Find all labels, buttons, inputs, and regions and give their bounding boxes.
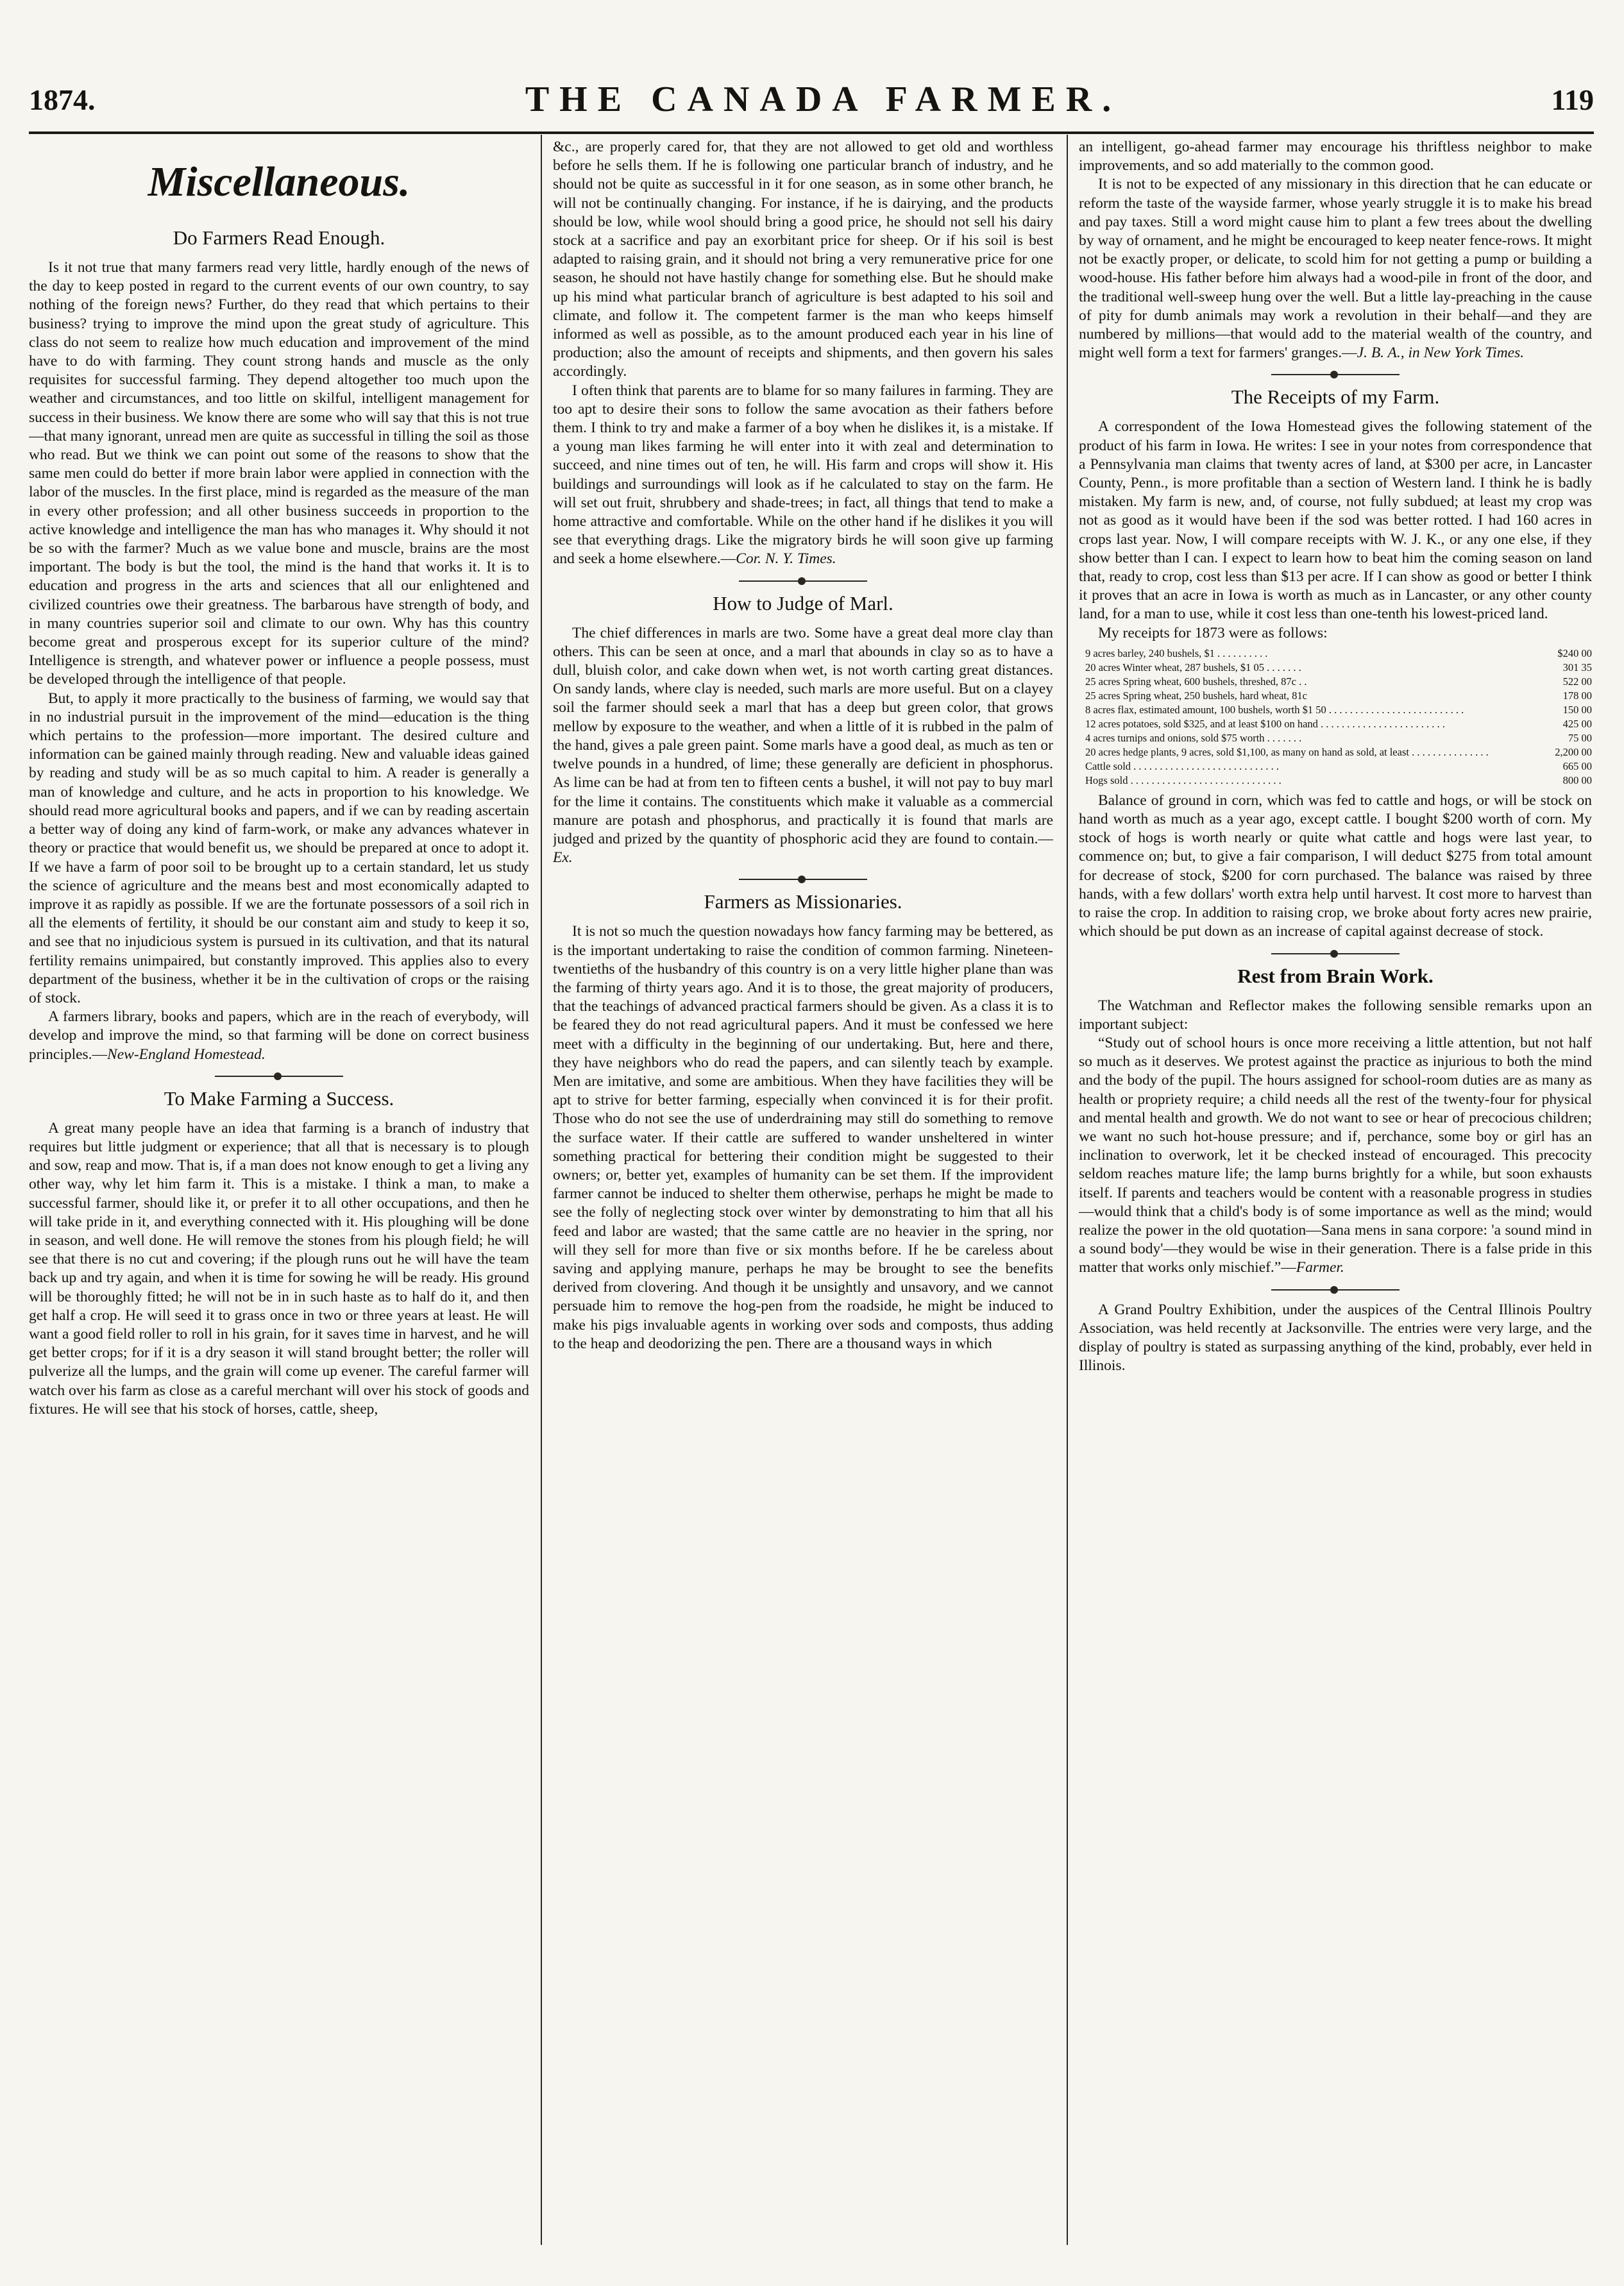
article-divider bbox=[1271, 374, 1400, 375]
section-title: Miscellaneous. bbox=[148, 158, 410, 205]
article-heading-receipts: The Receipts of my Farm. bbox=[1231, 385, 1440, 409]
article-divider bbox=[1271, 1289, 1400, 1291]
article-divider bbox=[739, 580, 867, 582]
receipt-row bbox=[1085, 759, 1592, 774]
receipt-row bbox=[1085, 675, 1592, 689]
receipt-item: 25 acres Spring wheat, 600 bushels, threshed, 87c . . bbox=[1085, 675, 1307, 688]
article-source: Cor. N. Y. Times. bbox=[736, 550, 836, 568]
paragraph-text: The chief differences in marls are two. Some have a great deal more clay than others. This can be seen at once, and a marl that abounds in clay so as to have a dull, bluish color, and cake down when wet, is not worth carting great distances. On sandy lands, where clay is needed, such marls are more useful. But on a clayey soil the farmer should seek a marl that has a deep but green color, that grows mellow by exposure to the weather, and when a little of it is rubbed in the palm of the hand, gives a pale green paint. Some marls have a good deal, as much as ten or twelve pounds in a hundred, of lime; these generally are deficient in phosphorus. As lime can be had at from ten to fifteen cents a bushel, it will not pay to buy marl for the lime it contains. The constituents which make it valuable as a commercial manure are potash and phosphorus, and practically it is found that marls are judged and prized by the quantity of phosphoric acid they are found to contain.— bbox=[553, 624, 1053, 847]
column-1 bbox=[29, 138, 529, 2245]
article-paragraph: But, to apply it more practically to the business of farming, we would say that in no industrial pursuit in the improvement of the mind—education is the thing which pertains to the profession—more important. The desired culture and information can be gained mainly through reading. New and valuable ideas gained by reading and study will be as so much capital to him. A reader is generally a man of knowledge and culture, and he acts in proportion to his knowledge. We should read more agricultural books and papers, and if we can by reading ascertain a better way of doing any kind of farm-work, or make any advances whatever in theory or practice that would benefit us, we should be prepared at once to adopt it. If we have a farm of poor soil to be brought up to a certain standard, let us study the science of agriculture and the means best and most economically adapted to improve it as rapidly as possible. If we are the fortunate possessors of a soil rich in all the elements of fertility, it should be our constant aim and study to keep it so, and see that no injudicious system is pursued in its cultivation, and that its natural fertility remains unimpaired, but constantly improved. This applies also to every department of the business, whether it be in the cultivation of crops or the raising of stock. bbox=[29, 690, 529, 1006]
receipt-amount: 800 00 bbox=[1562, 774, 1592, 786]
column-rule bbox=[541, 135, 542, 2245]
receipt-amount: 425 00 bbox=[1562, 717, 1592, 730]
receipt-row bbox=[1085, 774, 1592, 788]
article-heading-brain-work: Rest from Brain Work. bbox=[1237, 964, 1434, 987]
receipt-item: 9 acres barley, 240 bushels, $1 . . . . . . . . . . bbox=[1085, 647, 1268, 659]
masthead-title: THE CANADA FARMER. bbox=[525, 80, 1122, 119]
paragraph-text: I often think that parents are to blame for so many failures in farming. They are too apt to desire their sons to follow the same avocation as their fathers before them. I think to try and make a farmer of a boy when he dislikes it, is a mistake. If a young man likes farming he will enter into it with zeal and determination to succeed, and nine times out of ten, he will. His farm and crops will show it. His buildings and surroundings will look as if he calculated to stay on the farm. He will set out fruit, shrubbery and shade-trees; in fact, all things that tend to make a home attractive and comfortable. While on the other hand if he dislikes it you will see that everything drags. Like the migratory birds he will soon give up farming and seek a home elsewhere.— bbox=[553, 382, 1053, 568]
masthead bbox=[29, 71, 1594, 128]
receipt-item: 20 acres Winter wheat, 287 bushels, $1 05 . . . . . . . bbox=[1085, 661, 1301, 673]
article-paragraph: A great many people have an idea that farming is a branch of industry that requires but little judgment or experience; that all that is necessary is to plough and sow, reap and mow. That is, if a man does not know enough to get a living any other way, why let him farm it. This is a mistake. I think a man, to make a successful farmer, should like it, or prefer it to all other occupations, and then he will take pride in it, and everything connected with it. His ploughing will be done in season, and well done. He will remove the stones from his plough field; he will see that there is no cut and covering; if the plough runs out he will have the team back up and try again, and when it is time for sowing he will be ready. His ground will be thoroughly fitted; he will not be in in such haste as to half do it, and then get half a crop. He will seed it to grass once in two or three years at least. He will want a good field roller to roll in his grain, for it saves time in harvest, and he will get better crops; for if it is a dry season it will stand brought better; the roller will pulverize all the lumps, and the grain will come up evener. The careful farmer will watch over his farm as close as a careful merchant will over his stock of goods and fixtures. He will see that his stock of horses, cattle, sheep, bbox=[29, 1119, 529, 1418]
column-3 bbox=[1079, 138, 1592, 2245]
article-paragraph bbox=[29, 1008, 529, 1064]
article-paragraph-poultry: A Grand Poultry Exhibition, under the auspices of the Central Illinois Poultry Association, was held recently at Jacksonville. The entries were very large, and the display of poultry is stated as surpassing anything of the kind, probably, ever held in Illinois. bbox=[1079, 1301, 1592, 1375]
receipt-item: Hogs sold . . . . . . . . . . . . . . . . . . . . . . . . . . . . . bbox=[1085, 774, 1281, 786]
receipt-amount: $240 00 bbox=[1557, 647, 1592, 659]
article-divider bbox=[1271, 953, 1400, 954]
article-paragraph: It is not so much the question nowadays how fancy farming may be bettered, as is the important undertaking to raise the condition of common farming. Nineteen-twentieths of the husbandry of this country is on a very little higher plane than was the farming of thirty years ago. And it is to those, the great majority of producers, that the teachings of advanced practical farmers should be given. As a class it is to be feared they do not read agricultural papers. And it must be confessed we here meet with a difficulty in the beginning of our undertaking. But, here and there, they have neighbors who do read the papers, and can silently teach by example. Men are imitative, and some are ambitious. When they have facilities they will be apt to strive for better farming, especially when convinced it is for their profit. Those who do not see the use of underdraining may still do something to remove the surface water. If their cattle are suffered to wander unsheltered in winter something practical for bettering their condition might be suggested to their owners; or, better yet, examples of humanity can be set them. If the improvident farmer cannot be induced to shelter them otherwise, perhaps he might be made to see the folly of neglecting stock over winter by demonstrating to him that all his feed and labor are wasted; that the same cattle are no heavier in the spring, nor will they sell for more than five or six months before. If he be careless about saving and applying manure, perhaps he may be brought to see the benefits derived from clovering. And though it be unsightly and unsavory, and we cannot persuade him to remove the hog-pen from the roadside, he might be induced to make his pigs invaluable agents in working over sods and composts, thus adding to the heap and deodorizing the pen. There are a thousand ways in which bbox=[553, 923, 1053, 1352]
receipt-item: Cattle sold . . . . . . . . . . . . . . . . . . . . . . . . . . . . bbox=[1085, 759, 1280, 772]
receipt-amount: 150 00 bbox=[1562, 703, 1592, 716]
column-rule bbox=[1067, 135, 1068, 2245]
article-paragraph: Is it not true that many farmers read very little, hardly enough of the news of the day to keep posted in regard to the current events of our own country, to say nothing of the foreign news? Further, do they read that which pertains to their business? trying to improve the mind upon the great study of agriculture. This class do not seem to realize how much education and improvement of the mind have to do with farming. They count strong hands and muscle as the only requisites for successful farming. They depend altogether too much upon the weather and circumstances, and too little on skilful, intelligent management for success in their business. We know there are some who will say that this is not true—that many ignorant, unread men are quite as successful in tilling the soil as those who read. But we think we can point out some of the reasons to show that the same men could do better if more brain labor were applied in connection with the labor of the muscles. In the first place, mind is regarded as the measure of the man in every other profession; and all other business succeeds in proportion to the active knowledge and intelligence the man has who manages it. Why should it not be so with the farmer? Much as we value bone and muscle, brains are the most important. The body is but the tool, the mind is the hand that works it. It is to education and progress in the arts and sciences that all our enlightened and civilized countries owe their greatness. The barbarous have strength of body, and in many countries superior soil and climate to our own. Why has this country become great and prosperous except for its superior culture of the mind? Intelligence is strength, and whatever power or influence a people possess, must be developed through the intelligence of that people. bbox=[29, 259, 529, 688]
article-paragraph bbox=[1079, 1034, 1592, 1278]
receipt-row bbox=[1085, 703, 1592, 717]
article-paragraph bbox=[1079, 175, 1592, 362]
paragraph-text: A farmers library, books and papers, which are in the reach of everybody, will develop and improve the mind, so that farming will be done on correct business principles.— bbox=[29, 1008, 529, 1063]
receipt-item: 4 acres turnips and onions, sold $75 worth . . . . . . . bbox=[1085, 731, 1302, 744]
article-paragraph: My receipts for 1873 were as follows: bbox=[1098, 624, 1328, 641]
receipt-row bbox=[1085, 647, 1592, 661]
article-paragraph bbox=[553, 624, 1053, 868]
article-source: Farmer. bbox=[1296, 1259, 1344, 1276]
receipt-item: 25 acres Spring wheat, 250 bushels, hard wheat, 81c bbox=[1085, 689, 1307, 702]
receipt-amount: 522 00 bbox=[1562, 675, 1592, 688]
receipt-row bbox=[1085, 745, 1592, 759]
article-paragraph: &c., are properly cared for, that they are not allowed to get old and worthless before he sells them. If he is following one particular branch of industry, and he should not be quite as successful in it for one season, as in some other branch, he will not be continually changing. For instance, if he is dairying, and the products should be low, while wool should bring a good price, he should not sell his dairy stock at a sacrifice and pay an exorbitant price for sheep. Or if his soil is best adapted to raising grain, and it should not bring a very remunerative price for one season, he should not have hastily change for something else. But he should make up his mind what particular branch of agriculture is best adapted to his soil and climate, and follow it. The competent farmer is the man who keeps himself informed as well as possible, as to the amount produced each year in his line of production; also the amount of receipts and shipments, and then govern his sales accordingly. bbox=[553, 139, 1053, 380]
receipt-row bbox=[1085, 717, 1592, 731]
article-divider bbox=[739, 879, 867, 880]
receipt-amount: 178 00 bbox=[1562, 689, 1592, 702]
article-heading-read-enough: Do Farmers Read Enough. bbox=[173, 226, 385, 249]
header-rule bbox=[29, 131, 1594, 134]
page-number: 119 bbox=[1551, 83, 1594, 116]
article-heading-farming-success: To Make Farming a Success. bbox=[164, 1087, 394, 1110]
article-source: J. B. A., in New York Times. bbox=[1357, 344, 1525, 362]
receipt-row bbox=[1085, 661, 1592, 675]
receipt-amount: 75 00 bbox=[1568, 731, 1592, 744]
receipt-item: 8 acres flax, estimated amount, 100 bushels, worth $1 50 . . . . . . . . . . . . . . . . . . . . . . . . . . bbox=[1085, 703, 1464, 716]
article-heading-missionaries: Farmers as Missionaries. bbox=[704, 890, 902, 913]
receipt-amount: 301 35 bbox=[1562, 661, 1592, 673]
article-paragraph: an intelligent, go-ahead farmer may encourage his thriftless neighbor to make improvements, and so add materially to the common good. bbox=[1079, 139, 1592, 174]
masthead-year: 1874. bbox=[29, 83, 96, 116]
article-source: Ex. bbox=[553, 849, 573, 867]
paragraph-text: It is not to be expected of any missionary in this direction that he can educate or reform the taste of the wayside farmer, whose yearly struggle it is to make his bread and pay taxes. Still a word might cause him to plant a few trees about the dwelling by way of ornament, and he might be encouraged to keep neater fence-rows. It might not be exactly proper, or delicate, to scold him for not getting a pump or building a wood-house. His father before him always had a wood-pile in front of the door, and the traditional well-sweep hung over the well. But a little lay-preaching in the cause of pity for dumb animals may work a revolution in their behalf—and they are numbered by millions—that would add to the material wealth of the country, and might well form a text for farmers' granges.— bbox=[1079, 176, 1592, 362]
paragraph-text: “Study out of school hours is once more receiving a little attention, but not half so much as it deserves. We protest against the practice as injurious to both the mind and the body of the pupil. The hours assigned for school-room duties are as many as health or propriety require; a child needs all the rest of the twenty-four for physical and mental health and growth. We do not want to see or hear of precocious children; we want no such hot-house pressure; and if, perchance, some boy or girl has an inclination to overwork, let it be checked instead of encouraged. This precocity seldom reaches mature life; the lamp burns brightly for a while, but soon exhausts itself. If parents and teachers would be content with a reasonable progress in studies—would think that a child's body is of some importance as well as the mind; would realize the power in the old quotation—Sana mens in sana corpore: 'a sound mind in a sound body'—they would be wise in their generation. There is a false pride in this matter that works only mischief.”— bbox=[1079, 1034, 1592, 1276]
receipt-amount: 2,200 00 bbox=[1555, 745, 1592, 758]
receipt-amount: 665 00 bbox=[1562, 759, 1592, 772]
receipt-row bbox=[1085, 731, 1592, 745]
receipts-table bbox=[1085, 647, 1592, 788]
column-2 bbox=[553, 138, 1053, 2245]
receipt-row bbox=[1085, 689, 1592, 703]
article-paragraph: The Watchman and Reflector makes the following sensible remarks upon an important subject: bbox=[1079, 997, 1592, 1033]
article-divider bbox=[215, 1076, 343, 1077]
receipt-item: 12 acres potatoes, sold $325, and at least $100 on hand . . . . . . . . . . . . . . . . . . . . . . . . bbox=[1085, 717, 1445, 730]
article-heading-judge-marl: How to Judge of Marl. bbox=[713, 591, 893, 614]
article-paragraph: Balance of ground in corn, which was fed to cattle and hogs, or will be stock on hand worth as much as a year ago, except cattle. I bought $200 worth of corn. My stock of hogs is worth nearly or quite what cattle and hogs were last year, to commence on; but, to give a fair comparison, I will deduct $275 from total amount for decrease of stock, $200 for corn purchased. The balance was raised by three hands, with a few dollars' worth extra help until harvest. It cost more to harvest than to raise the crop. In addition to raising crop, we broke about forty acres new prairie, which should be put down as an increase of capital against decrease of stock. bbox=[1079, 792, 1592, 940]
article-paragraph bbox=[553, 382, 1053, 569]
receipt-item: 20 acres hedge plants, 9 acres, sold $1,100, as many on hand as sold, at least . . . . . . . . . . . . . . . bbox=[1085, 745, 1489, 758]
article-source: New-England Homestead. bbox=[107, 1046, 266, 1063]
article-paragraph: A correspondent of the Iowa Homestead gives the following statement of the product of his farm in Iowa. He writes: I see in your notes from correspondence that a Pennsylvania man claims that twenty acres of land, at $300 per acre, in Lancaster County, Penn., is more profitable than a section of Western land. I think he is badly mistaken. My farm is new, and, of course, not fully subdued; at least my crop was not as good as it would have been if the sod was better rotted. I had 160 acres in crops last year. Now, I will compare receipts with W. J. K., or any one else, if they show better than I can. I expect to learn how to beat him the coming season on land that, ready to crop, cost less than $13 per acre. If I can show as good or better I think it proves that an acre in Iowa is worth as much as in Lancaster, or any other county land, for a man to use, while it cost less than one-tenth his lowest-priced land. bbox=[1079, 418, 1592, 623]
